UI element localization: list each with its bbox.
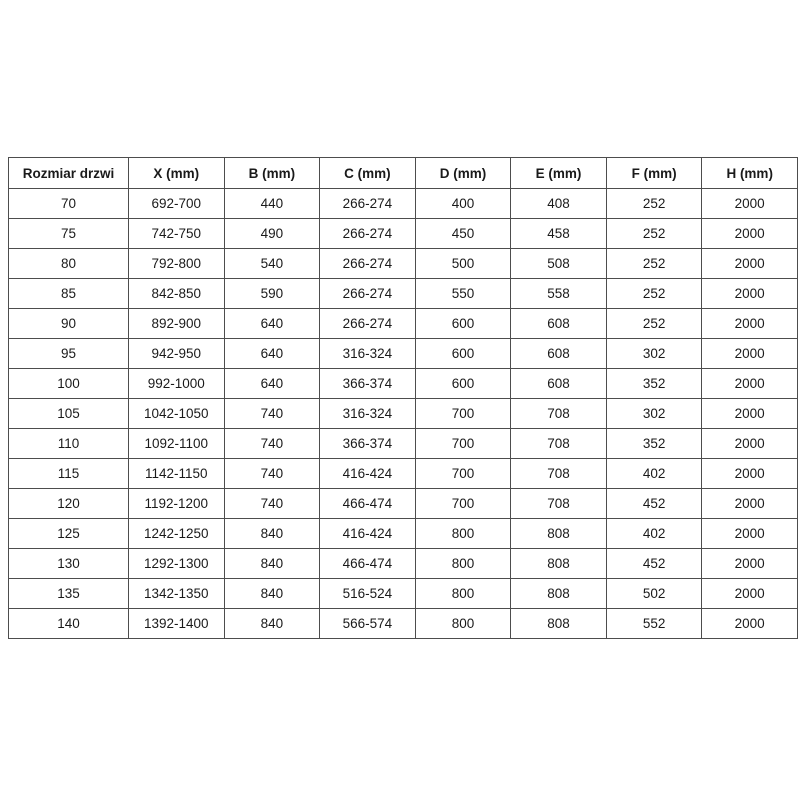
table-cell: 105 bbox=[9, 399, 129, 429]
table-row bbox=[9, 429, 798, 459]
table-row bbox=[9, 579, 798, 609]
table-row bbox=[9, 459, 798, 489]
table-cell: 352 bbox=[606, 369, 702, 399]
table-cell: 700 bbox=[415, 489, 511, 519]
table-cell: 1242-1250 bbox=[129, 519, 225, 549]
table-cell: 2000 bbox=[702, 219, 798, 249]
table-cell: 450 bbox=[415, 219, 511, 249]
table-cell: 2000 bbox=[702, 489, 798, 519]
table-body bbox=[9, 189, 798, 639]
table-cell: 700 bbox=[415, 429, 511, 459]
table-cell: 110 bbox=[9, 429, 129, 459]
table-cell: 252 bbox=[606, 279, 702, 309]
table-cell: 140 bbox=[9, 609, 129, 639]
table-cell: 742-750 bbox=[129, 219, 225, 249]
table-cell: 466-474 bbox=[320, 489, 416, 519]
table-cell: 266-274 bbox=[320, 249, 416, 279]
table-row bbox=[9, 249, 798, 279]
table-cell: 252 bbox=[606, 309, 702, 339]
table-cell: 608 bbox=[511, 339, 607, 369]
table-cell: 640 bbox=[224, 339, 320, 369]
table-row bbox=[9, 309, 798, 339]
table-cell: 1092-1100 bbox=[129, 429, 225, 459]
table-cell: 266-274 bbox=[320, 219, 416, 249]
table-cell: 2000 bbox=[702, 369, 798, 399]
table-cell: 800 bbox=[415, 579, 511, 609]
table-cell: 125 bbox=[9, 519, 129, 549]
table-cell: 458 bbox=[511, 219, 607, 249]
table-cell: 708 bbox=[511, 399, 607, 429]
table-cell: 2000 bbox=[702, 429, 798, 459]
table-cell: 366-374 bbox=[320, 369, 416, 399]
table-cell: 840 bbox=[224, 519, 320, 549]
table-row bbox=[9, 489, 798, 519]
table-row bbox=[9, 399, 798, 429]
table-cell: 120 bbox=[9, 489, 129, 519]
table-cell: 708 bbox=[511, 429, 607, 459]
table-cell: 708 bbox=[511, 489, 607, 519]
table-cell: 352 bbox=[606, 429, 702, 459]
table-cell: 508 bbox=[511, 249, 607, 279]
table-cell: 808 bbox=[511, 519, 607, 549]
table-cell: 708 bbox=[511, 459, 607, 489]
table-cell: 608 bbox=[511, 369, 607, 399]
table-cell: 1192-1200 bbox=[129, 489, 225, 519]
table-cell: 2000 bbox=[702, 519, 798, 549]
table-cell: 550 bbox=[415, 279, 511, 309]
table-cell: 840 bbox=[224, 579, 320, 609]
table-row bbox=[9, 369, 798, 399]
table-cell: 558 bbox=[511, 279, 607, 309]
table-cell: 452 bbox=[606, 549, 702, 579]
table-cell: 266-274 bbox=[320, 189, 416, 219]
table-cell: 600 bbox=[415, 309, 511, 339]
table-row bbox=[9, 279, 798, 309]
table-cell: 892-900 bbox=[129, 309, 225, 339]
table-cell: 266-274 bbox=[320, 309, 416, 339]
table-cell: 2000 bbox=[702, 579, 798, 609]
table-cell: 740 bbox=[224, 459, 320, 489]
table-cell: 800 bbox=[415, 549, 511, 579]
table-cell: 600 bbox=[415, 339, 511, 369]
table-cell: 266-274 bbox=[320, 279, 416, 309]
table-row bbox=[9, 189, 798, 219]
table-row bbox=[9, 549, 798, 579]
table-cell: 85 bbox=[9, 279, 129, 309]
table-cell: 452 bbox=[606, 489, 702, 519]
table-row bbox=[9, 609, 798, 639]
table-cell: 740 bbox=[224, 429, 320, 459]
table-row bbox=[9, 219, 798, 249]
table-cell: 1292-1300 bbox=[129, 549, 225, 579]
table-cell: 366-374 bbox=[320, 429, 416, 459]
table-cell: 252 bbox=[606, 219, 702, 249]
table-cell: 740 bbox=[224, 399, 320, 429]
table-cell: 2000 bbox=[702, 339, 798, 369]
table-cell: 500 bbox=[415, 249, 511, 279]
table-cell: 440 bbox=[224, 189, 320, 219]
table-cell: 2000 bbox=[702, 249, 798, 279]
header-cell: X (mm) bbox=[129, 158, 225, 189]
table-cell: 808 bbox=[511, 609, 607, 639]
table-cell: 2000 bbox=[702, 609, 798, 639]
table-cell: 100 bbox=[9, 369, 129, 399]
table-cell: 416-424 bbox=[320, 459, 416, 489]
table-cell: 2000 bbox=[702, 189, 798, 219]
table-cell: 640 bbox=[224, 309, 320, 339]
table-cell: 2000 bbox=[702, 399, 798, 429]
table-cell: 252 bbox=[606, 249, 702, 279]
table-cell: 416-424 bbox=[320, 519, 416, 549]
table-row bbox=[9, 339, 798, 369]
door-size-spec-table bbox=[8, 157, 798, 639]
header-cell: F (mm) bbox=[606, 158, 702, 189]
table-cell: 840 bbox=[224, 549, 320, 579]
table-cell: 640 bbox=[224, 369, 320, 399]
table-cell: 400 bbox=[415, 189, 511, 219]
table-cell: 808 bbox=[511, 549, 607, 579]
table-cell: 80 bbox=[9, 249, 129, 279]
door-size-spec-table-wrap bbox=[8, 157, 798, 639]
header-cell: D (mm) bbox=[415, 158, 511, 189]
table-cell: 466-474 bbox=[320, 549, 416, 579]
table-cell: 135 bbox=[9, 579, 129, 609]
table-cell: 1392-1400 bbox=[129, 609, 225, 639]
table-cell: 490 bbox=[224, 219, 320, 249]
table-cell: 1142-1150 bbox=[129, 459, 225, 489]
table-cell: 516-524 bbox=[320, 579, 416, 609]
table-header bbox=[9, 158, 798, 189]
header-cell: B (mm) bbox=[224, 158, 320, 189]
table-cell: 302 bbox=[606, 339, 702, 369]
header-cell: Rozmiar drzwi bbox=[9, 158, 129, 189]
table-cell: 2000 bbox=[702, 279, 798, 309]
table-cell: 502 bbox=[606, 579, 702, 609]
table-cell: 600 bbox=[415, 369, 511, 399]
table-cell: 115 bbox=[9, 459, 129, 489]
table-cell: 408 bbox=[511, 189, 607, 219]
table-cell: 566-574 bbox=[320, 609, 416, 639]
header-cell: H (mm) bbox=[702, 158, 798, 189]
table-cell: 2000 bbox=[702, 309, 798, 339]
table-cell: 402 bbox=[606, 459, 702, 489]
table-cell: 70 bbox=[9, 189, 129, 219]
table-cell: 740 bbox=[224, 489, 320, 519]
table-cell: 692-700 bbox=[129, 189, 225, 219]
table-cell: 800 bbox=[415, 519, 511, 549]
table-cell: 90 bbox=[9, 309, 129, 339]
table-cell: 316-324 bbox=[320, 399, 416, 429]
table-cell: 95 bbox=[9, 339, 129, 369]
table-cell: 792-800 bbox=[129, 249, 225, 279]
table-cell: 800 bbox=[415, 609, 511, 639]
header-cell: E (mm) bbox=[511, 158, 607, 189]
table-cell: 130 bbox=[9, 549, 129, 579]
table-cell: 316-324 bbox=[320, 339, 416, 369]
table-cell: 700 bbox=[415, 399, 511, 429]
table-cell: 552 bbox=[606, 609, 702, 639]
table-cell: 700 bbox=[415, 459, 511, 489]
table-cell: 302 bbox=[606, 399, 702, 429]
table-cell: 1342-1350 bbox=[129, 579, 225, 609]
table-cell: 842-850 bbox=[129, 279, 225, 309]
table-cell: 1042-1050 bbox=[129, 399, 225, 429]
table-cell: 808 bbox=[511, 579, 607, 609]
table-cell: 2000 bbox=[702, 459, 798, 489]
table-cell: 540 bbox=[224, 249, 320, 279]
table-cell: 942-950 bbox=[129, 339, 225, 369]
table-cell: 992-1000 bbox=[129, 369, 225, 399]
header-cell: C (mm) bbox=[320, 158, 416, 189]
table-cell: 840 bbox=[224, 609, 320, 639]
table-cell: 252 bbox=[606, 189, 702, 219]
table-cell: 402 bbox=[606, 519, 702, 549]
table-cell: 75 bbox=[9, 219, 129, 249]
table-cell: 608 bbox=[511, 309, 607, 339]
header-row bbox=[9, 158, 798, 189]
table-row bbox=[9, 519, 798, 549]
table-cell: 2000 bbox=[702, 549, 798, 579]
table-cell: 590 bbox=[224, 279, 320, 309]
